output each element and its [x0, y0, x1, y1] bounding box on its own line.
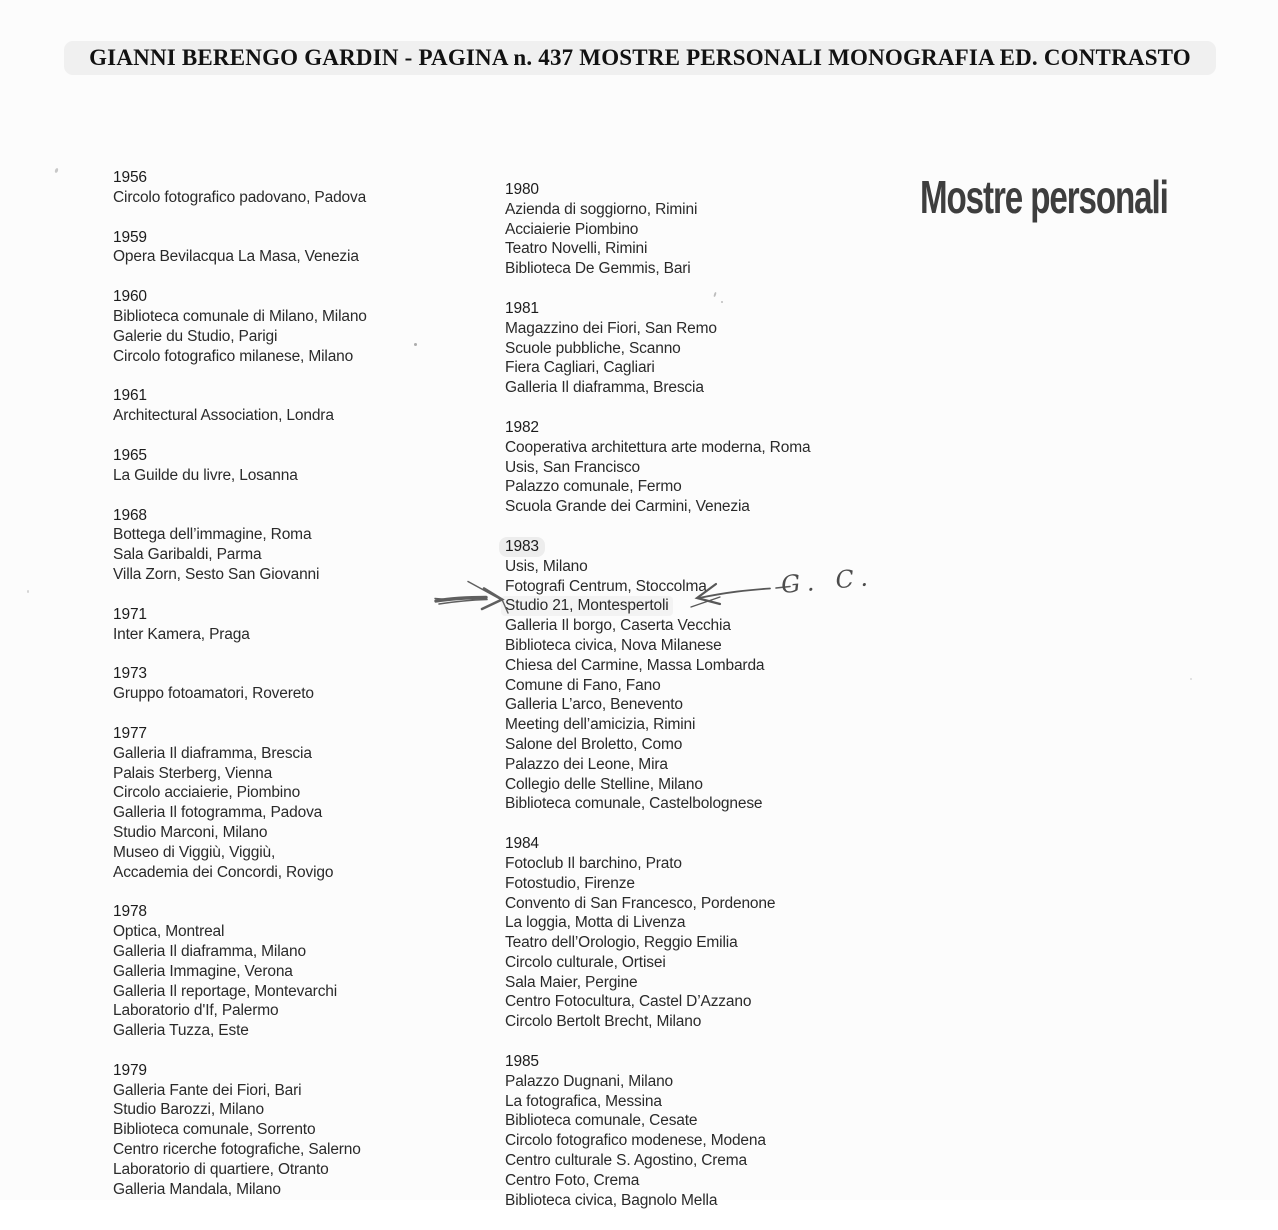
handwritten-initials: G. C.: [779, 562, 876, 600]
page-title: Mostre personali: [920, 171, 1168, 223]
exhibition-entry: Galleria Il diaframma, Brescia: [113, 744, 312, 762]
exhibition-entry: Centro Foto, Crema: [505, 1171, 640, 1189]
year-label: 1959: [113, 228, 147, 246]
year-section: [113, 902, 485, 1041]
year-label: 1979: [113, 1061, 147, 1079]
exhibition-entry: Comune di Fano, Fano: [505, 676, 661, 694]
year-label: 1973: [113, 665, 147, 683]
exhibition-entry: Laboratorio di quartiere, Otranto: [113, 1160, 329, 1178]
year-label: 1984: [505, 835, 539, 853]
exhibition-entry: Studio Barozzi, Milano: [113, 1101, 264, 1119]
exhibition-entry: Opera Bevilacqua La Masa, Venezia: [113, 248, 359, 266]
exhibition-entry: Circolo Bertolt Brecht, Milano: [505, 1013, 702, 1031]
year-label: 1956: [113, 169, 147, 186]
exhibition-entry: Fotoclub Il barchino, Prato: [505, 854, 682, 872]
exhibition-entry: Biblioteca civica, Nova Milanese: [505, 636, 722, 654]
exhibition-entry: Fotografi Centrum, Stoccolma: [505, 577, 707, 595]
year-section: [505, 834, 897, 1032]
exhibition-entry: Circolo culturale, Ortisei: [505, 953, 666, 971]
year-label: 1960: [113, 288, 147, 306]
scan-speck: [1190, 678, 1192, 680]
year-section: [113, 386, 485, 426]
year-label: 1981: [505, 299, 539, 317]
exhibition-entry: Scuole pubbliche, Scanno: [505, 339, 681, 357]
year-section: [505, 418, 897, 517]
year-section: [113, 228, 485, 268]
exhibition-entry: Inter Kamera, Praga: [113, 625, 250, 643]
exhibition-entry: Studio Marconi, Milano: [113, 823, 268, 841]
exhibition-entry: Sala Garibaldi, Parma: [113, 546, 262, 564]
exhibition-entry: Galleria Immagine, Verona: [113, 962, 293, 980]
exhibition-entry: Biblioteca De Gemmis, Bari: [505, 260, 691, 278]
exhibition-entry: Convento di San Francesco, Pordenone: [505, 894, 776, 912]
exhibition-entry: Galleria Il borgo, Caserta Vecchia: [505, 617, 731, 635]
exhibition-entry: Museo di Viggiù, Viggiù,: [113, 843, 276, 861]
exhibition-entry: Villa Zorn, Sesto San Giovanni: [113, 565, 320, 583]
exhibition-entry: Sala Maier, Pergine: [505, 973, 638, 991]
year-section: [505, 1052, 897, 1210]
exhibition-entry: Teatro Novelli, Rimini: [505, 240, 648, 258]
exhibition-entry: Laboratorio d'If, Palermo: [113, 1002, 279, 1020]
exhibition-entry: Galleria Fante dei Fiori, Bari: [113, 1081, 302, 1099]
exhibition-entry: Centro ricerche fotografiche, Salerno: [113, 1141, 361, 1159]
exhibition-entry: Biblioteca comunale, Cesate: [505, 1112, 698, 1130]
year-label: 1980: [505, 181, 539, 198]
exhibition-entry: Usis, San Francisco: [505, 458, 640, 476]
year-label: 1983: [499, 537, 545, 557]
exhibition-entry: Cooperativa architettura arte moderna, Roma: [505, 438, 811, 456]
exhibition-entry: Azienda di soggiorno, Rimini: [505, 200, 698, 218]
year-label: 1971: [113, 605, 147, 623]
exhibition-entry: Fotostudio, Firenze: [505, 874, 635, 892]
year-section: [113, 1061, 485, 1200]
exhibition-entry: Fiera Cagliari, Cagliari: [505, 359, 655, 377]
exhibition-entry: Bottega dell’immagine, Roma: [113, 526, 312, 544]
exhibition-entry: Galleria Mandala, Milano: [113, 1180, 281, 1198]
exhibition-entry: Galleria Il diaframma, Brescia: [505, 379, 704, 397]
exhibition-entry: Studio 21, Montespertoli: [501, 596, 673, 616]
exhibition-entry: Collegio delle Stelline, Milano: [505, 775, 703, 793]
year-label: 1961: [113, 387, 147, 405]
hand-drawn-arrow-right-icon: [434, 580, 512, 616]
year-section: [505, 299, 897, 398]
exhibition-entry: Gruppo fotoamatori, Rovereto: [113, 685, 314, 703]
exhibition-entry: Biblioteca comunale, Castelbolognese: [505, 795, 763, 813]
exhibition-entry: Biblioteca civica, Bagnolo Mella: [505, 1191, 718, 1209]
exhibition-entry: Galleria Il reportage, Montevarchi: [113, 982, 338, 1000]
exhibition-entry: Centro Fotocultura, Castel D’Azzano: [505, 993, 752, 1011]
year-section: [113, 724, 485, 882]
exhibition-entry: Centro culturale S. Agostino, Crema: [505, 1152, 748, 1170]
exhibition-entry: Circolo fotografico padovano, Padova: [113, 188, 367, 206]
year-section: [113, 664, 485, 704]
exhibition-entry: Circolo acciaierie, Piombino: [113, 784, 301, 802]
exhibitions-column-left: [113, 168, 485, 1219]
year-label: 1978: [113, 903, 147, 921]
exhibition-entry: Galerie du Studio, Parigi: [113, 327, 278, 345]
exhibition-entry: La loggia, Motta di Livenza: [505, 914, 686, 932]
exhibition-entry: Palazzo comunale, Fermo: [505, 478, 682, 496]
exhibition-entry: Biblioteca comunale, Sorrento: [113, 1121, 316, 1139]
year-section: [113, 168, 485, 208]
year-section: [113, 446, 485, 486]
exhibition-entry: Salone del Broletto, Como: [505, 735, 683, 753]
exhibition-entry: Optica, Montreal: [113, 923, 225, 941]
exhibition-entry: Palais Sterberg, Vienna: [113, 764, 273, 782]
exhibition-entry: Galleria Il diaframma, Milano: [113, 942, 306, 960]
year-label: 1968: [113, 506, 147, 524]
exhibition-entry: Biblioteca comunale di Milano, Milano: [113, 307, 367, 325]
exhibition-entry: Galleria Tuzza, Este: [113, 1022, 249, 1040]
year-section: [113, 287, 485, 366]
exhibition-entry: Teatro dell’Orologio, Reggio Emilia: [505, 934, 738, 952]
scan-speck: [54, 168, 59, 174]
year-label: 1965: [113, 446, 147, 464]
exhibition-entry: Circolo fotografico milanese, Milano: [113, 347, 354, 365]
exhibition-entry: Architectural Association, Londra: [113, 407, 334, 425]
exhibition-entry: La fotografica, Messina: [505, 1092, 662, 1110]
year-label: 1985: [505, 1053, 539, 1071]
exhibition-entry: Chiesa del Carmine, Massa Lombarda: [505, 656, 765, 674]
scan-speck: [721, 301, 723, 303]
header-title: GIANNI BERENGO GARDIN - PAGINA n. 437 MOSTRE PERSONALI MONOGRAFIA ED. CONTRASTO: [89, 45, 1191, 70]
exhibition-entry: Acciaierie Piombino: [505, 220, 639, 238]
year-section: [113, 506, 485, 585]
exhibition-entry: Galleria L’arco, Benevento: [505, 696, 683, 714]
exhibition-entry: Galleria Il fotogramma, Padova: [113, 804, 323, 822]
year-label: 1982: [505, 418, 539, 436]
exhibition-entry: Meeting dell’amicizia, Rimini: [505, 716, 696, 734]
exhibitions-column-right: [505, 180, 897, 1230]
exhibition-entry: Circolo fotografico modenese, Modena: [505, 1132, 766, 1150]
year-section: [113, 605, 485, 645]
exhibition-entry: Usis, Milano: [505, 557, 588, 575]
header-band: [64, 41, 1216, 75]
year-section: [505, 180, 897, 279]
exhibition-entry: Magazzino dei Fiori, San Remo: [505, 319, 717, 337]
scan-speck: [27, 590, 29, 593]
year-label: 1977: [113, 724, 147, 742]
exhibition-entry: La Guilde du livre, Losanna: [113, 466, 298, 484]
exhibition-entry: Scuola Grande dei Carmini, Venezia: [505, 498, 750, 516]
exhibition-entry: Palazzo Dugnani, Milano: [505, 1072, 674, 1090]
scan-speck: [414, 343, 417, 346]
exhibition-entry: Accademia dei Concordi, Rovigo: [113, 863, 334, 881]
exhibition-entry: Palazzo dei Leone, Mira: [505, 755, 668, 773]
